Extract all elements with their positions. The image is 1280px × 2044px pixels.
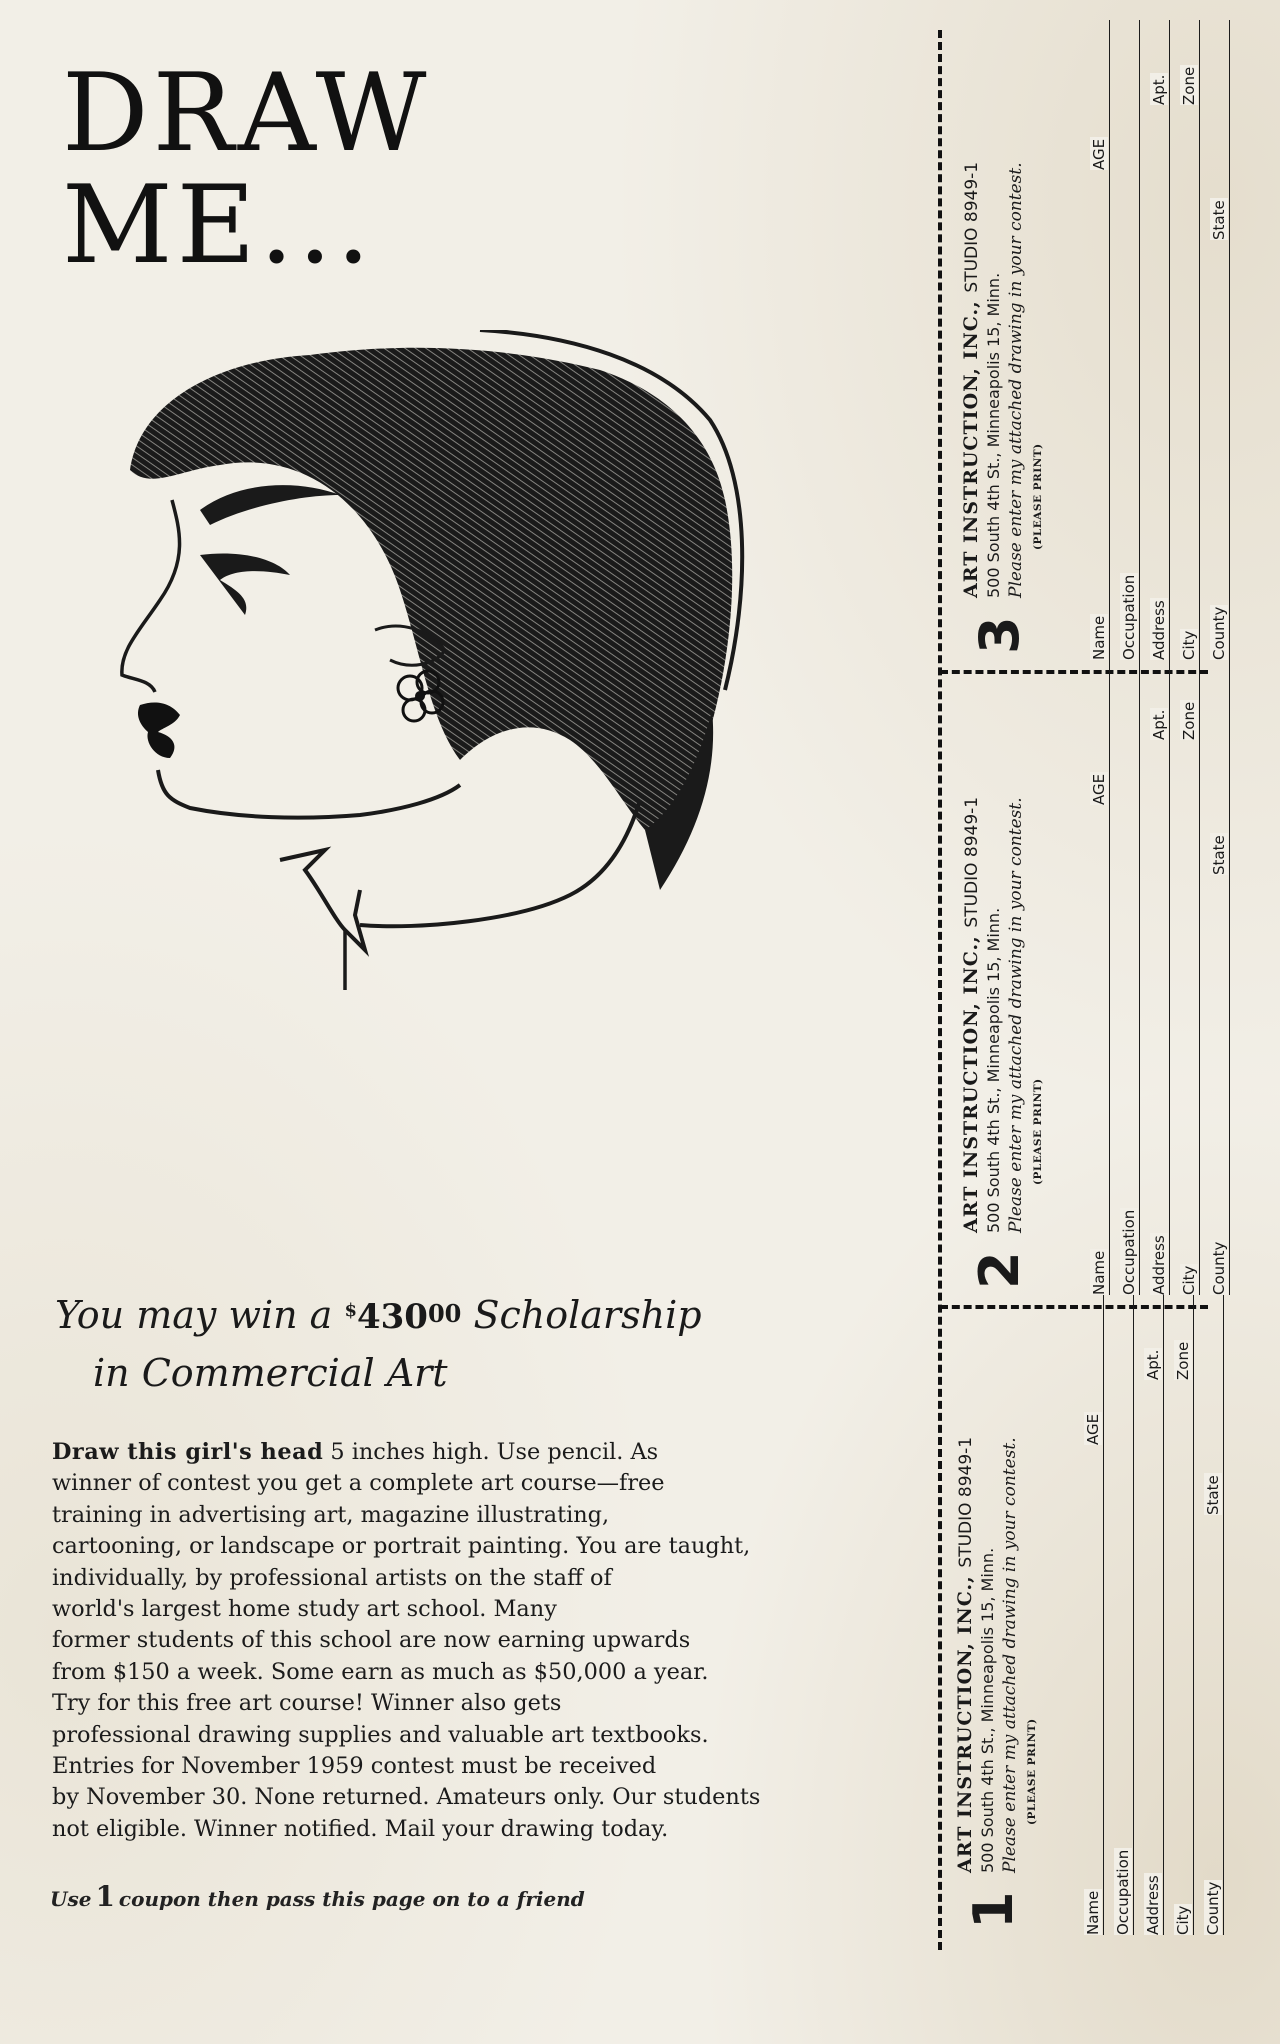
- amount-cents: 00: [427, 1299, 462, 1328]
- coupon-print-note: (PLEASE PRINT): [1032, 443, 1044, 550]
- entry-coupon-2[interactable]: [952, 655, 1228, 1295]
- county-field[interactable]: County State: [1200, 20, 1230, 660]
- headline-line-2: in Commercial Art: [93, 1351, 448, 1395]
- city-field[interactable]: City Zone: [1170, 20, 1200, 660]
- title-line-2: ME...: [62, 163, 375, 288]
- body-line: by November 30. None returned. Amateurs only. Our students: [52, 1784, 761, 1811]
- coupon-org: ART INSTRUCTION, INC., STUDIO 8949-1: [960, 796, 982, 1233]
- name-field[interactable]: Name AGE: [1080, 655, 1110, 1295]
- coupon-print-note: (PLEASE PRINT): [1032, 1078, 1044, 1185]
- address-field[interactable]: Address Apt.: [1140, 20, 1170, 660]
- amount-value: 430: [356, 1297, 428, 1337]
- coupon-instruction: Please enter my attached drawing in your contest.: [1006, 797, 1026, 1233]
- coupon-address: 500 South 4th St., Minneapolis 15, Minn.: [984, 272, 1003, 598]
- body-line: not eligible. Winner notified. Mail your drawing today.: [52, 1815, 669, 1842]
- body-line: professional drawing supplies and valuable art textbooks.: [52, 1721, 709, 1748]
- coupon-address: 500 South 4th St., Minneapolis 15, Minn.: [978, 1547, 997, 1873]
- address-field[interactable]: Address Apt.: [1140, 655, 1170, 1295]
- body-line: world's largest home study art school. Many: [52, 1596, 557, 1623]
- coupon-address: 500 South 4th St., Minneapolis 15, Minn.: [984, 907, 1003, 1233]
- coupon-print-note: (PLEASE PRINT): [1026, 1718, 1038, 1825]
- entry-coupon-1[interactable]: [946, 1295, 1222, 1935]
- occupation-field[interactable]: Occupation: [1110, 20, 1140, 660]
- title-line-1: DRAW: [62, 51, 431, 176]
- coupon-cut-line-vertical: [938, 30, 942, 1950]
- city-field[interactable]: City Zone: [1170, 655, 1200, 1295]
- county-field[interactable]: County State: [1194, 1295, 1224, 1935]
- body-line: former students of this school are now earning upwards: [52, 1627, 691, 1654]
- body-line: Entries for November 1959 contest must be received: [52, 1753, 657, 1780]
- scholarship-headline: [55, 1283, 915, 1401]
- body-line: cartooning, or landscape or portrait painting. You are taught,: [52, 1533, 751, 1560]
- contest-body-text: [52, 1437, 872, 1845]
- coupon-instruction: Please enter my attached drawing in your contest.: [1000, 1437, 1020, 1873]
- coupon-number: 3: [968, 616, 1031, 654]
- hair-shape: [130, 348, 732, 830]
- body-line: training in advertising art, magazine illustrating,: [52, 1501, 610, 1528]
- face-profile: [122, 500, 180, 692]
- body-line: from $150 a week. Some earn as much as $50,000 a year.: [52, 1658, 709, 1685]
- body-line: individually, by professional artists on the staff of: [52, 1564, 612, 1591]
- name-field[interactable]: Name AGE: [1074, 1295, 1104, 1935]
- coupon-org: ART INSTRUCTION, INC., STUDIO 8949-1: [960, 161, 982, 598]
- address-field[interactable]: Address Apt.: [1134, 1295, 1164, 1935]
- body-line: winner of contest you get a complete art course—free: [52, 1470, 665, 1497]
- scholarship-amount: [344, 1297, 461, 1337]
- coupon-org: ART INSTRUCTION, INC., STUDIO 8949-1: [954, 1436, 976, 1873]
- girl-head-illustration: [100, 330, 840, 1260]
- entry-coupon-3[interactable]: [952, 20, 1228, 660]
- page-title: [62, 51, 431, 288]
- occupation-field[interactable]: Occupation: [1110, 655, 1140, 1295]
- headline-prefix: You may win a: [55, 1293, 333, 1337]
- coupon-number: 1: [962, 1891, 1025, 1929]
- city-field[interactable]: City Zone: [1164, 1295, 1194, 1935]
- name-field[interactable]: Name AGE: [1080, 20, 1110, 660]
- body-line: Try for this free art course! Winner also gets: [52, 1690, 562, 1717]
- body-line: Draw this girl's head 5 inches high. Use pencil. As: [52, 1439, 659, 1465]
- coupon-note: Use 1 coupon then pass this page on to a friend: [50, 1880, 585, 1913]
- currency-sign: $: [344, 1300, 357, 1321]
- headline-suffix: Scholarship: [473, 1293, 702, 1337]
- body-lead: Draw this girl's head: [52, 1439, 324, 1465]
- occupation-field[interactable]: Occupation: [1104, 1295, 1134, 1935]
- coupon-number: 2: [968, 1251, 1031, 1289]
- coupon-instruction: Please enter my attached drawing in your contest.: [1006, 162, 1026, 598]
- county-field[interactable]: County State: [1200, 655, 1230, 1295]
